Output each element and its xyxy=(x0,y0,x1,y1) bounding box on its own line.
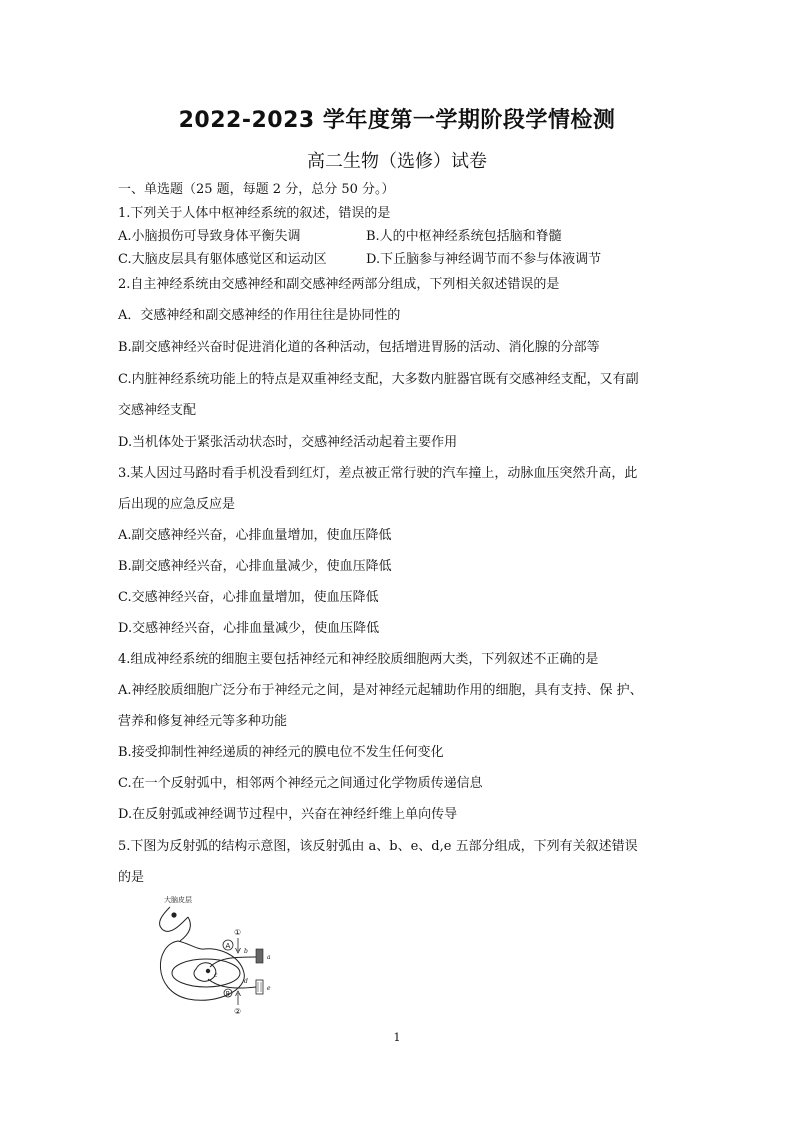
question-3-option-b: B.副交感神经兴奋，心排血量减少，使血压降低 xyxy=(118,559,392,574)
marker-1: ① xyxy=(234,928,242,937)
question-1-option-b: B.人的中枢神经系统包括脑和脊髓 xyxy=(366,229,562,244)
label-d: d xyxy=(244,978,248,985)
exam-title: 2022-2023 学年度第一学期阶段学情检测 xyxy=(178,108,616,133)
question-2-stem: 2.自主神经系统由交感神经和副交感神经两部分组成，下列相关叙述错误的是 xyxy=(118,277,560,292)
question-4-option-b: B.接受抑制性神经递质的神经元的膜电位不发生任何变化 xyxy=(118,745,444,760)
cortex-pathway xyxy=(160,907,188,931)
question-1-option-c: C.大脑皮层具有躯体感觉区和运动区 xyxy=(118,252,327,267)
label-c: c xyxy=(214,972,218,979)
question-1-option-a: A.小脑损伤可导致身体平衡失调 xyxy=(118,229,301,244)
descending-fiber xyxy=(180,917,190,941)
exam-subtitle: 高二生物（选修）试卷 xyxy=(307,151,487,172)
question-2-option-a: A．交感神经和副交感神经的作用往往是协同性的 xyxy=(118,308,401,323)
question-3-stem-line2: 后出现的应急反应是 xyxy=(118,497,236,512)
label-a: a xyxy=(267,954,271,961)
figure-caption-cerebral-cortex: 大脑皮层 xyxy=(164,896,192,904)
marker-a: A xyxy=(225,942,231,950)
question-2-option-d: D.当机体处于紧张活动状态时，交感神经活动起着主要作用 xyxy=(118,435,458,450)
question-3-stem-line1: 3.某人因过马路时看手机没看到红灯，差点被正常行驶的汽车撞上，动脉血压突然升高，此 xyxy=(118,466,638,481)
question-3-option-c: C.交感神经兴奋，心排血量增加，使血压降低 xyxy=(118,590,379,605)
interneuron-body xyxy=(206,969,210,973)
question-1-option-d: D.下丘脑参与神经调节而不参与体液调节 xyxy=(366,252,602,267)
question-3-option-a: A.副交感神经兴奋，心排血量增加，使血压降低 xyxy=(118,528,392,543)
receptor-a xyxy=(256,949,263,963)
question-4-stem: 4.组成神经系统的细胞主要包括神经元和神经胶质细胞两大类，下列叙述不正确的是 xyxy=(118,652,599,667)
interneuron-region xyxy=(194,963,216,982)
question-2-option-b: B.副交感神经兴奋时促进消化道的各种活动，包括增进胃肠的活动、消化腺的分部等 xyxy=(118,340,600,355)
question-5-stem-line1: 5.下图为反射弧的结构示意图，该反射弧由 a、b、e、d,e 五部分组成，下列有关叙述错误 xyxy=(118,839,638,854)
cortex-neuron-body xyxy=(171,912,176,917)
question-4-option-c: C.在一个反射弧中，相邻两个神经元之间通过化学物质传递信息 xyxy=(118,776,483,791)
reflex-arc-figure xyxy=(148,893,288,1015)
question-3-option-d: D.交感神经兴奋，心排血量减少，使血压降低 xyxy=(118,621,380,636)
marker-b: B xyxy=(225,990,230,998)
label-b: b xyxy=(244,948,248,955)
question-4-option-a-line1: A.神经胶质细胞广泛分布于神经元之间，是对神经元起辅助作用的细胞，具有支持、保 护、 xyxy=(118,683,643,698)
question-2-option-c-line2: 交感神经支配 xyxy=(118,403,197,418)
section-header: 一、单选题（25 题，每题 2 分，总分 50 分。） xyxy=(118,182,395,197)
marker-2: ② xyxy=(234,1007,242,1015)
question-2-option-c-line1: C.内脏神经系统功能上的特点是双重神经支配，大多数内脏器官既有交感神经支配，又有副 xyxy=(118,372,639,387)
question-4-option-d: D.在反射弧或神经调节过程中，兴奋在神经纤维上单向传导 xyxy=(118,807,458,822)
page-number: 1 xyxy=(393,1031,401,1044)
afferent-fiber xyxy=(210,957,256,967)
question-5-stem-line2: 的是 xyxy=(118,870,145,885)
label-e: e xyxy=(267,985,271,992)
question-1-stem: 1.下列关于人体中枢神经系统的叙述，错误的是 xyxy=(118,206,391,221)
effector-e xyxy=(256,980,263,994)
question-4-option-a-line2: 营养和修复神经元等多种功能 xyxy=(118,714,288,729)
